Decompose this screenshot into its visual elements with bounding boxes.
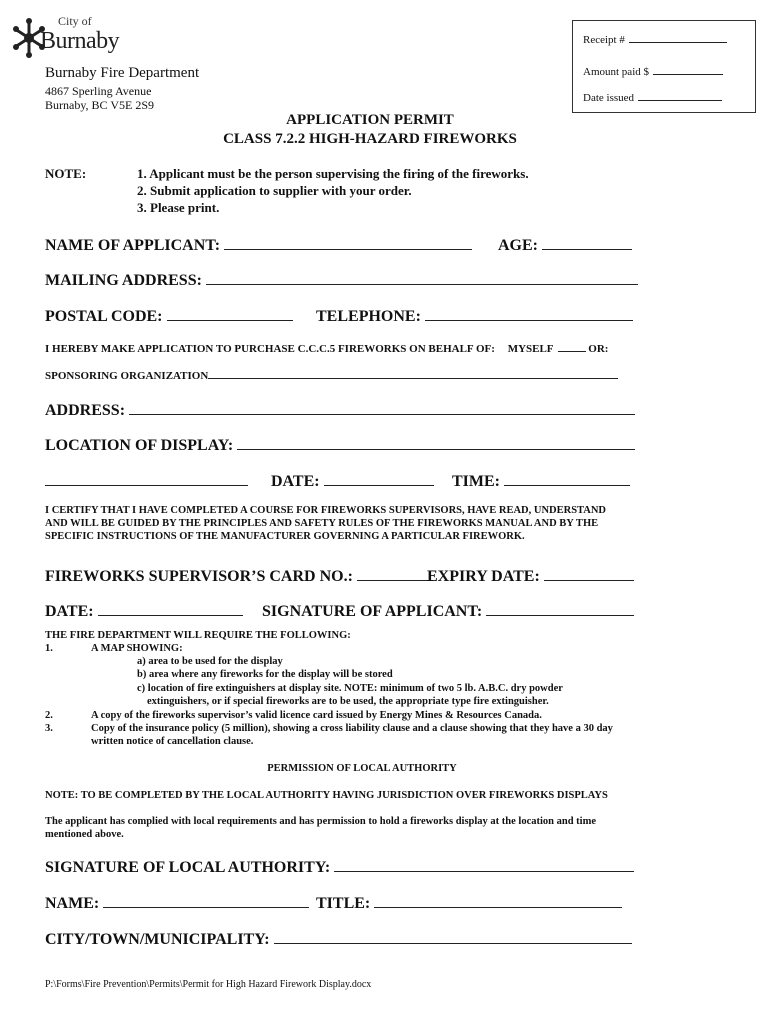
- supervisor-card-blank[interactable]: [357, 564, 433, 581]
- logo-city-text: City of: [58, 14, 92, 28]
- receipt-box: [572, 20, 756, 113]
- sponsoring-organization-field[interactable]: SPONSORING ORGANIZATION: [45, 367, 618, 382]
- location-continued-blank[interactable]: [45, 469, 248, 486]
- requirement-3-number: 3.: [45, 723, 53, 734]
- requirement-3-line2: written notice of cancellation clause.: [91, 736, 254, 747]
- display-date-field[interactable]: DATE:: [271, 469, 434, 491]
- age-field[interactable]: AGE:: [498, 233, 632, 255]
- postal-code-field[interactable]: POSTAL CODE:: [45, 304, 293, 326]
- requirement-2-number: 2.: [45, 710, 53, 721]
- local-authority-statement-line1: The applicant has complied with local requirements and has permission to hold a fireworks display at the location and time: [45, 816, 597, 827]
- requirement-3-line1: Copy of the insurance policy (5 million), showing a cross liability clause and a clause showing that they have a 30 day: [91, 723, 613, 734]
- amount-paid-field[interactable]: Amount paid $: [583, 63, 723, 78]
- note-item-1: 1. Applicant must be the person supervising the firing of the fireworks.: [137, 166, 529, 181]
- city-logo: [12, 14, 122, 64]
- note-item-2: 2. Submit application to supplier with your order.: [137, 183, 412, 198]
- local-authority-name-field[interactable]: NAME:: [45, 891, 309, 913]
- department-address-line2: Burnaby, BC V5E 2S9: [45, 98, 155, 112]
- application-statement: I HEREBY MAKE APPLICATION TO PURCHASE C.C.C.5 FIREWORKS ON BEHALF OF: MYSELF OR:: [45, 340, 608, 355]
- applicant-signature-field[interactable]: SIGNATURE OF APPLICANT:: [262, 599, 634, 621]
- address-field[interactable]: ADDRESS:: [45, 398, 635, 420]
- file-path-footer: P:\Forms\Fire Prevention\Permits\Permit for High Hazard Firework Display.docx: [45, 979, 372, 990]
- name-of-applicant-blank[interactable]: [224, 233, 472, 250]
- address-blank[interactable]: [129, 398, 635, 415]
- date-issued-blank[interactable]: [638, 89, 722, 101]
- certification-line-2: AND WILL BE GUIDED BY THE PRINCIPLES AND SAFETY RULES OF THE FIREWORKS MANUAL AND BY THE: [45, 518, 599, 529]
- department-name: Burnaby Fire Department: [45, 65, 200, 81]
- requirement-1c-line2: extinguishers, or if special fireworks are to be used, the appropriate type fire extinguisher.: [147, 696, 549, 707]
- local-authority-signature-field[interactable]: SIGNATURE OF LOCAL AUTHORITY:: [45, 855, 634, 877]
- sponsoring-organization-blank[interactable]: [208, 367, 618, 379]
- receipt-number-field[interactable]: Receipt #: [583, 31, 727, 46]
- postal-code-blank[interactable]: [167, 304, 293, 321]
- telephone-field[interactable]: TELEPHONE:: [316, 304, 633, 326]
- myself-blank[interactable]: [558, 340, 586, 352]
- certification-line-3: SPECIFIC INSTRUCTIONS OF THE MANUFACTURER GOVERNING A PARTICULAR FIREWORK.: [45, 531, 525, 542]
- location-of-display-blank[interactable]: [237, 433, 635, 450]
- display-time-field[interactable]: TIME:: [452, 469, 630, 491]
- requirement-1c-line1: c) location of fire extinguishers at display site. NOTE: minimum of two 5 lb. A.B.C. dry powder: [137, 683, 563, 694]
- local-authority-title-field[interactable]: TITLE:: [316, 891, 622, 913]
- supervisor-card-field[interactable]: FIREWORKS SUPERVISOR’S CARD NO.:: [45, 564, 433, 586]
- logo-burnaby-text: Burnaby: [40, 28, 120, 54]
- applicant-date-field[interactable]: DATE:: [45, 599, 243, 621]
- requirement-2: A copy of the fireworks supervisor’s valid licence card issued by Energy Mines & Resources Canada.: [91, 710, 542, 721]
- location-continued-field[interactable]: [45, 469, 248, 491]
- requirements-heading: THE FIRE DEPARTMENT WILL REQUIRE THE FOLLOWING:: [45, 630, 351, 641]
- local-authority-statement-line2: mentioned above.: [45, 829, 124, 840]
- display-time-blank[interactable]: [504, 469, 630, 486]
- local-authority-title-blank[interactable]: [374, 891, 622, 908]
- display-date-blank[interactable]: [324, 469, 434, 486]
- requirement-1: A MAP SHOWING:: [91, 643, 183, 654]
- expiry-date-field[interactable]: EXPIRY DATE:: [427, 564, 634, 586]
- local-authority-note: NOTE: TO BE COMPLETED BY THE LOCAL AUTHORITY HAVING JURISDICTION OVER FIREWORKS DISPLAYS: [45, 790, 608, 801]
- mailing-address-field[interactable]: MAILING ADDRESS:: [45, 268, 638, 290]
- amount-paid-blank[interactable]: [653, 63, 723, 75]
- myself-option[interactable]: MYSELF: [508, 343, 586, 355]
- form-title: APPLICATION PERMIT: [286, 112, 454, 128]
- local-authority-city-blank[interactable]: [274, 927, 632, 944]
- department-address-line1: 4867 Sperling Avenue: [45, 84, 152, 98]
- local-authority-heading: PERMISSION OF LOCAL AUTHORITY: [267, 763, 457, 774]
- receipt-number-blank[interactable]: [629, 31, 727, 43]
- requirement-1-number: 1.: [45, 643, 53, 654]
- expiry-date-blank[interactable]: [544, 564, 634, 581]
- location-of-display-field[interactable]: LOCATION OF DISPLAY:: [45, 433, 635, 455]
- certification-line-1: I CERTIFY THAT I HAVE COMPLETED A COURSE FOR FIREWORKS SUPERVISORS, HAVE READ, UNDERSTAND: [45, 505, 607, 516]
- date-issued-field[interactable]: Date issued: [583, 89, 722, 104]
- mailing-address-blank[interactable]: [206, 268, 638, 285]
- form-subtitle: CLASS 7.2.2 HIGH-HAZARD FIREWORKS: [223, 131, 517, 147]
- local-authority-signature-blank[interactable]: [334, 855, 634, 872]
- applicant-signature-blank[interactable]: [486, 599, 634, 616]
- note-label: NOTE:: [45, 166, 87, 181]
- local-authority-city-field[interactable]: CITY/TOWN/MUNICIPALITY:: [45, 927, 632, 949]
- age-blank[interactable]: [542, 233, 632, 250]
- local-authority-name-blank[interactable]: [103, 891, 309, 908]
- note-item-3: 3. Please print.: [137, 200, 220, 215]
- requirement-1b: b) area where any fireworks for the display will be stored: [137, 669, 393, 680]
- name-of-applicant-field[interactable]: NAME OF APPLICANT:: [45, 233, 472, 255]
- telephone-blank[interactable]: [425, 304, 633, 321]
- requirement-1a: a) area to be used for the display: [137, 656, 283, 667]
- applicant-date-blank[interactable]: [98, 599, 243, 616]
